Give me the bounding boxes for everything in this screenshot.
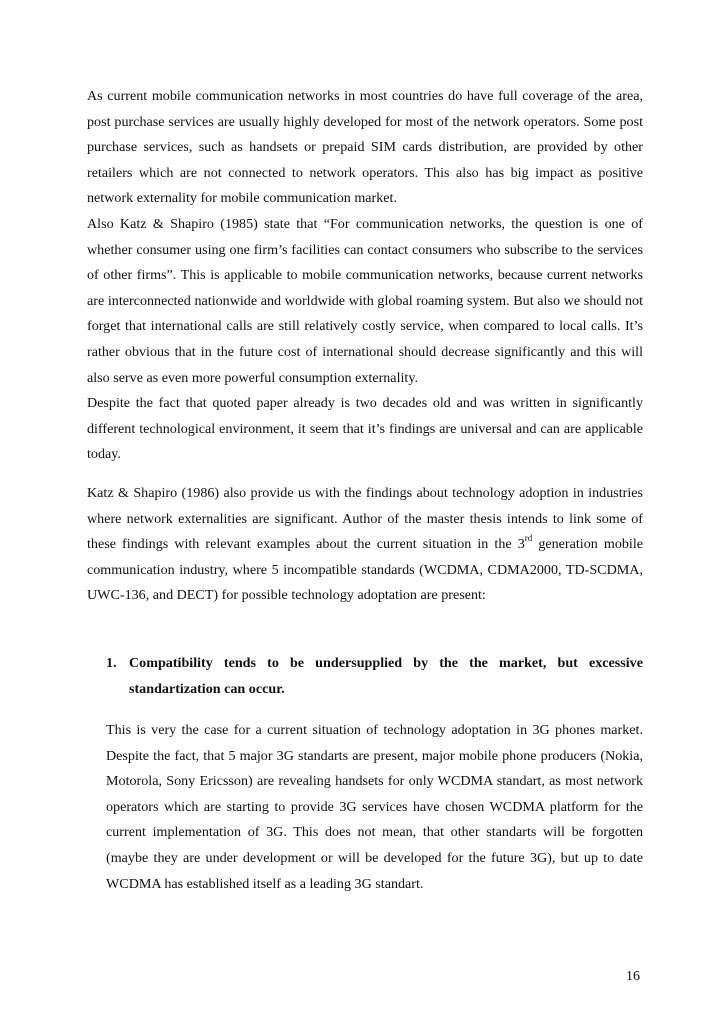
body-text-section (87, 84, 643, 468)
paragraph-katz-1986-end: generation mobile communication industry, where 5 incompatible standards (WCDMA, CDMA2000, TD-SCDMA, UWC-136, and DECT) for possible technology adoptation are present: (87, 536, 644, 604)
paragraph-katz-1985: Also Katz & Shapiro (1985) state that “For communication networks, the question is one of whether consumer using one firm’s facilities can contact consumers who subscribe to the services of other firms”. This is applicable to mobile communication networks, because current networks are interconnected nationwide and worldwide with global roaming system. But also we should not forget that international calls are still relatively costly service, when compared to local calls. It’s rather obvious that in the future cost of international should decrease significantly and this will also serve as even more powerful consumption externality. (87, 215, 643, 386)
paragraph-katz-1986-block (87, 481, 643, 609)
paragraph-katz-1986-start: Katz & Shapiro (1986) also provide us with the findings about technology adoption in industries where network externalities are significant. Author of the master thesis intends to link some of these findings with relevant examples about the current situation in the 3 (87, 485, 643, 553)
page-number: 16 (626, 969, 640, 984)
paragraph-coverage: As current mobile communication networks in most countries do have full coverage of the area, post purchase services are usually highly developed for most of the network operators. Some post purchase services, such as handsets or prepaid SIM cards distribution, are provided by other retailers which are not connected to network operators. This also has big impact as positive network externality for mobile communication market. (87, 88, 643, 207)
paragraph-despite: Despite the fact that quoted paper already is two decades old and was written in significantly different technological environment, it seem that it’s findings are universal and can are applicable today. (87, 395, 643, 463)
paragraph-katz-1986 (87, 481, 643, 609)
list-number: 1. (106, 655, 117, 671)
numbered-list-item (106, 651, 643, 702)
list-body-paragraph: This is very the case for a current situation of technology adoptation in 3G phones market. Despite the fact, that 5 major 3G standarts are present, major mobile phone producers (Nokia, Motorola, Sony Ericsson) are revealing handsets for only WCDMA standart, as most network operators which are starting to provide 3G services have chosen WCDMA platform for the current implementation of 3G. This does not mean, that other standarts will be forgotten (maybe they are under development or will be developed for the future 3G), but up to date WCDMA has established itself as a leading 3G standart. (106, 722, 643, 892)
list-heading: Compatibility tends to be undersupplied by the the market, but excessive standartization can occur. (129, 655, 643, 697)
ordinal-superscript: rd (524, 533, 533, 544)
